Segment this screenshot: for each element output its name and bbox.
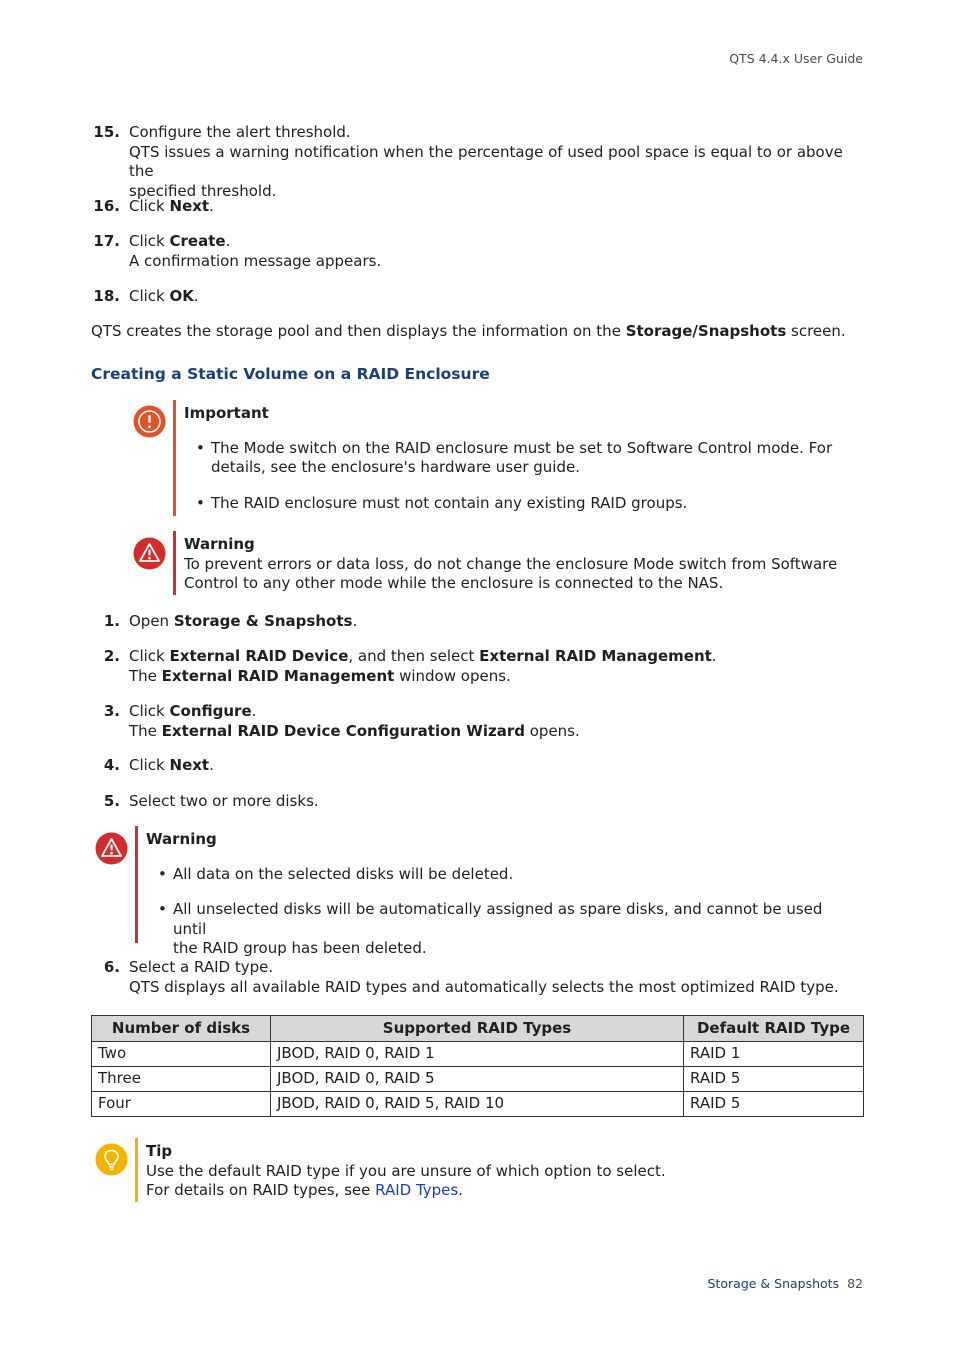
step-text: Click (129, 647, 170, 665)
table-row (92, 1067, 864, 1092)
step-number: 15. (93, 123, 120, 141)
step-number: 18. (93, 287, 120, 305)
list-item (146, 865, 855, 885)
column-header: Number of disks (92, 1016, 271, 1042)
step-text: . (209, 756, 214, 774)
page-footer (708, 1274, 863, 1294)
table-row (92, 1092, 864, 1117)
column-header: Supported RAID Types (271, 1016, 684, 1042)
bullet-text: • The RAID enclosure must not contain any existing RAID groups. (211, 493, 688, 512)
lightbulb-icon (95, 1143, 128, 1176)
table-cell: JBOD, RAID 0, RAID 1 (271, 1042, 684, 1067)
step-text: Click (129, 197, 170, 215)
step-4 (103, 756, 849, 776)
summary-paragraph (91, 322, 871, 342)
ui-term: Storage & Snapshots (173, 612, 353, 630)
bullet-text: • All unselected disks will be automatically assigned as spare disks, and cannot be used until (173, 900, 823, 938)
ui-term: External RAID Device Configuration Wizard (161, 721, 525, 740)
warning-callout (173, 531, 853, 595)
table-cell: Three (92, 1067, 271, 1092)
step-text: Select a RAID type. (129, 958, 274, 976)
step-16 (93, 197, 849, 217)
callout-title: Important (184, 404, 269, 422)
bullet-text: • All data on the selected disks will be deleted. (173, 864, 514, 883)
callout-text: . (458, 1181, 463, 1199)
callout-bar (173, 400, 176, 516)
raid-types-table (91, 1015, 864, 1117)
step-number: 3. (103, 702, 120, 720)
bullet-list (146, 865, 855, 959)
warning-icon (95, 832, 128, 865)
step-number: 2. (103, 647, 120, 665)
step-text: Open (129, 612, 174, 630)
ui-term: External RAID Management (479, 647, 712, 665)
step-detail: specified threshold. (129, 181, 277, 200)
callout-bar (135, 826, 138, 943)
step-number: 1. (103, 612, 120, 630)
table-cell: JBOD, RAID 0, RAID 5, RAID 10 (271, 1092, 684, 1117)
warning-icon (133, 537, 166, 570)
list-item (146, 900, 855, 959)
paragraph-text: QTS creates the storage pool and then displays the information on the (91, 322, 626, 340)
important-icon (133, 405, 166, 438)
ui-term: Create (169, 232, 226, 250)
step-text: Click (129, 756, 170, 774)
section-heading: Creating a Static Volume on a RAID Enclosure (91, 365, 490, 383)
table-row (92, 1042, 864, 1067)
warning-callout (135, 826, 855, 957)
ui-term: External RAID Device (169, 647, 349, 665)
ui-term: OK (169, 287, 194, 305)
step-text: . (209, 197, 214, 215)
step-15 (93, 123, 849, 201)
step-detail: opens. (524, 721, 580, 740)
table-cell: Two (92, 1042, 271, 1067)
callout-text: For details on RAID types, see (146, 1181, 376, 1199)
step-1 (103, 612, 849, 632)
ui-term: Next (169, 197, 210, 215)
step-text: , and then select (348, 647, 480, 665)
callout-title: Tip (146, 1142, 173, 1160)
step-number: 5. (103, 792, 120, 810)
bullet-text: details, see the enclosure's hardware user guide. (211, 458, 580, 476)
callout-text: Control to any other mode while the enclosure is connected to the NAS. (184, 574, 724, 592)
callout-text: To prevent errors or data loss, do not change the enclosure Mode switch from Software (184, 554, 838, 573)
table-cell: RAID 1 (684, 1042, 864, 1067)
callout-title: Warning (184, 535, 255, 553)
bullet-text: • The Mode switch on the RAID enclosure must be set to Software Control mode. For (211, 438, 833, 457)
step-text: Select two or more disks. (129, 792, 319, 810)
step-text: Click (129, 287, 170, 305)
ui-term: Storage/Snapshots (625, 322, 787, 340)
step-6 (103, 958, 849, 997)
page-number: 82 (847, 1276, 863, 1291)
step-detail: QTS issues a warning notification when the percentage of used pool space is equal to or above the (129, 142, 843, 180)
ui-term: Next (169, 756, 210, 774)
table-header-row (92, 1016, 864, 1042)
step-text: . (193, 287, 199, 305)
step-text: . (225, 232, 231, 250)
step-number: 17. (93, 232, 120, 250)
step-number: 6. (103, 958, 120, 976)
table-cell: Four (92, 1092, 271, 1117)
step-text: Click (129, 702, 170, 720)
step-text: . (711, 647, 717, 665)
paragraph-text: screen. (786, 322, 846, 340)
step-detail: The (129, 666, 162, 685)
list-item (184, 494, 832, 514)
table-cell: RAID 5 (684, 1092, 864, 1117)
doc-header: QTS 4.4.x User Guide (729, 51, 863, 66)
callout-bar (173, 531, 176, 595)
list-item (184, 439, 832, 478)
bullet-text: the RAID group has been deleted. (173, 939, 427, 957)
step-text: . (352, 612, 358, 630)
step-detail: QTS displays all available RAID types and automatically selects the most optimized RAID type. (129, 977, 839, 996)
step-2 (103, 647, 849, 686)
step-number: 16. (93, 197, 120, 215)
footer-section: Storage & Snapshots (707, 1276, 840, 1291)
step-text: Click (129, 232, 170, 250)
callout-title: Warning (146, 830, 217, 848)
bullet-list (184, 439, 832, 514)
ui-term: External RAID Management (161, 666, 395, 685)
step-text: Configure the alert threshold. (129, 123, 351, 141)
step-5 (103, 792, 849, 812)
table-cell: RAID 5 (684, 1067, 864, 1092)
important-callout (173, 400, 853, 516)
step-3 (103, 702, 849, 741)
step-17 (93, 232, 849, 271)
step-detail: A confirmation message appears. (129, 251, 382, 270)
step-number: 4. (103, 756, 120, 774)
column-header: Default RAID Type (684, 1016, 864, 1042)
raid-types-link[interactable]: RAID Types (375, 1181, 459, 1199)
ui-term: Configure (169, 702, 252, 720)
callout-bar (135, 1138, 138, 1202)
step-detail: The (129, 721, 162, 740)
step-18 (93, 287, 849, 307)
tip-callout (135, 1138, 855, 1202)
step-text: . (251, 702, 257, 720)
callout-text: Use the default RAID type if you are unsure of which option to select. (146, 1161, 666, 1180)
step-detail: window opens. (394, 666, 511, 685)
table-cell: JBOD, RAID 0, RAID 5 (271, 1067, 684, 1092)
